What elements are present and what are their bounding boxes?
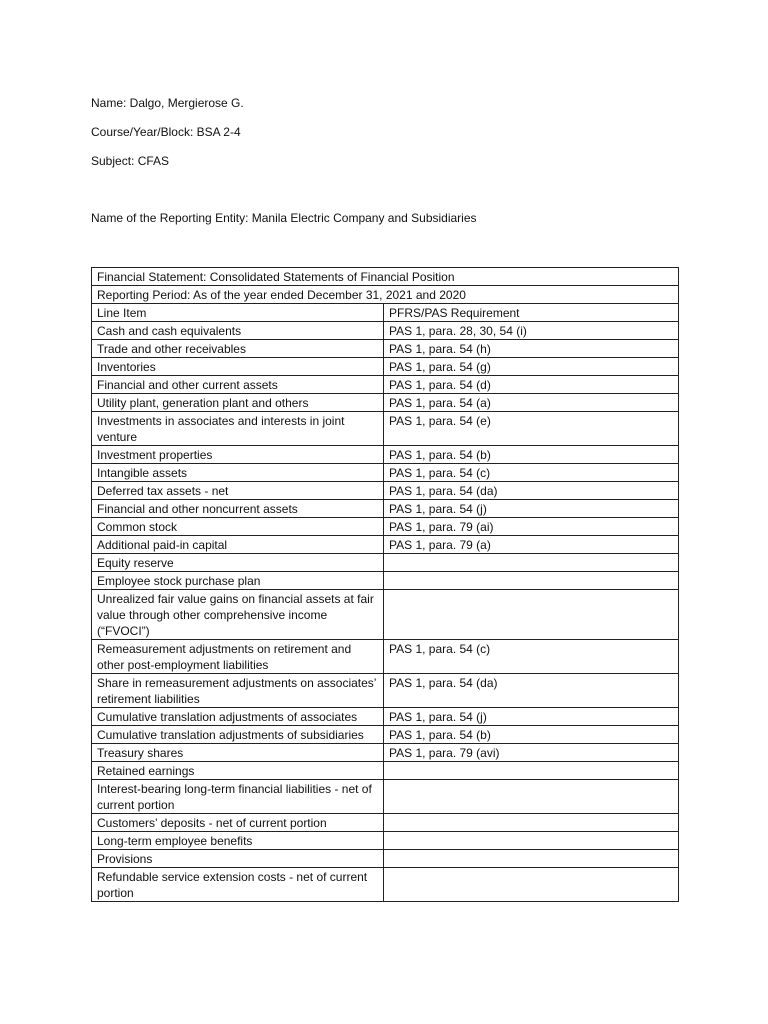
line-item-cell: Intangible assets <box>92 464 384 482</box>
table-row <box>92 868 679 902</box>
line-item-cell: Trade and other receivables <box>92 340 384 358</box>
table-row <box>92 518 679 536</box>
table-row <box>92 482 679 500</box>
statement-cell: Financial Statement: Consolidated Statements of Financial Position <box>92 268 679 286</box>
table-row <box>92 850 679 868</box>
table-row <box>92 536 679 554</box>
table-row <box>92 744 679 762</box>
requirement-cell: PAS 1, para. 54 (j) <box>384 708 679 726</box>
table-row <box>92 780 679 814</box>
header-line-item: Line Item <box>92 304 384 322</box>
requirement-cell: PAS 1, para. 54 (d) <box>384 376 679 394</box>
line-item-cell: Additional paid-in capital <box>92 536 384 554</box>
header-requirement: PFRS/PAS Requirement <box>384 304 679 322</box>
requirement-cell <box>384 868 679 902</box>
line-item-cell: Financial and other noncurrent assets <box>92 500 384 518</box>
line-item-cell: Investment properties <box>92 446 384 464</box>
line-item-cell: Customers’ deposits - net of current portion <box>92 814 384 832</box>
requirement-cell: PAS 1, para. 28, 30, 54 (i) <box>384 322 679 340</box>
table-row <box>92 464 679 482</box>
requirement-cell: PAS 1, para. 54 (c) <box>384 464 679 482</box>
line-item-cell: Employee stock purchase plan <box>92 572 384 590</box>
line-item-cell: Interest-bearing long-term financial liabilities - net of current portion <box>92 780 384 814</box>
line-item-cell: Unrealized fair value gains on financial assets at fair value through other comprehensive income (“FVOCI”) <box>92 590 384 640</box>
table-row <box>92 412 679 446</box>
line-item-cell: Cumulative translation adjustments of subsidiaries <box>92 726 384 744</box>
requirement-cell <box>384 814 679 832</box>
line-item-cell: Retained earnings <box>92 762 384 780</box>
requirement-cell: PAS 1, para. 54 (g) <box>384 358 679 376</box>
requirement-cell: PAS 1, para. 79 (a) <box>384 536 679 554</box>
subject: Subject: CFAS <box>91 154 170 168</box>
requirement-cell <box>384 780 679 814</box>
financial-statement-table <box>91 267 679 902</box>
requirement-cell: PAS 1, para. 54 (h) <box>384 340 679 358</box>
period-cell: Reporting Period: As of the year ended December 31, 2021 and 2020 <box>92 286 679 304</box>
line-item-cell: Provisions <box>92 850 384 868</box>
line-item-cell: Cumulative translation adjustments of associates <box>92 708 384 726</box>
table-row <box>92 814 679 832</box>
course-year-block: Course/Year/Block: BSA 2-4 <box>91 125 241 139</box>
reporting-entity: Name of the Reporting Entity: Manila Electric Company and Subsidiaries <box>91 211 477 225</box>
line-item-cell: Inventories <box>92 358 384 376</box>
table-row <box>92 832 679 850</box>
requirement-cell: PAS 1, para. 54 (e) <box>384 412 679 446</box>
table-row <box>92 572 679 590</box>
line-item-cell: Common stock <box>92 518 384 536</box>
table-row <box>92 554 679 572</box>
table-row <box>92 358 679 376</box>
table-row <box>92 394 679 412</box>
line-item-cell: Share in remeasurement adjustments on associates’ retirement liabilities <box>92 674 384 708</box>
student-name: Name: Dalgo, Mergierose G. <box>91 96 244 110</box>
statement-row <box>92 268 679 286</box>
column-header-row <box>92 304 679 322</box>
table-row <box>92 762 679 780</box>
table-row <box>92 708 679 726</box>
table-row <box>92 500 679 518</box>
line-item-cell: Utility plant, generation plant and others <box>92 394 384 412</box>
requirement-cell <box>384 572 679 590</box>
table-row <box>92 322 679 340</box>
line-item-cell: Treasury shares <box>92 744 384 762</box>
requirement-cell: PAS 1, para. 54 (b) <box>384 726 679 744</box>
requirement-cell <box>384 762 679 780</box>
table-row <box>92 590 679 640</box>
requirement-cell: PAS 1, para. 54 (b) <box>384 446 679 464</box>
requirement-cell: PAS 1, para. 54 (da) <box>384 674 679 708</box>
line-item-cell: Remeasurement adjustments on retirement and other post-employment liabilities <box>92 640 384 674</box>
requirement-cell: PAS 1, para. 79 (ai) <box>384 518 679 536</box>
requirement-cell: PAS 1, para. 54 (da) <box>384 482 679 500</box>
line-item-cell: Financial and other current assets <box>92 376 384 394</box>
period-row <box>92 286 679 304</box>
table-row <box>92 674 679 708</box>
requirement-cell <box>384 554 679 572</box>
requirement-cell: PAS 1, para. 79 (avi) <box>384 744 679 762</box>
line-item-cell: Cash and cash equivalents <box>92 322 384 340</box>
table-row <box>92 446 679 464</box>
table-body <box>92 268 679 902</box>
line-item-cell: Equity reserve <box>92 554 384 572</box>
requirement-cell: PAS 1, para. 54 (a) <box>384 394 679 412</box>
requirement-cell <box>384 850 679 868</box>
table-row <box>92 640 679 674</box>
table-row <box>92 340 679 358</box>
table-row <box>92 376 679 394</box>
line-item-cell: Refundable service extension costs - net of current portion <box>92 868 384 902</box>
line-item-cell: Investments in associates and interests in joint venture <box>92 412 384 446</box>
line-item-cell: Long-term employee benefits <box>92 832 384 850</box>
requirement-cell <box>384 832 679 850</box>
table-row <box>92 726 679 744</box>
requirement-cell: PAS 1, para. 54 (j) <box>384 500 679 518</box>
requirement-cell: PAS 1, para. 54 (c) <box>384 640 679 674</box>
requirement-cell <box>384 590 679 640</box>
line-item-cell: Deferred tax assets - net <box>92 482 384 500</box>
